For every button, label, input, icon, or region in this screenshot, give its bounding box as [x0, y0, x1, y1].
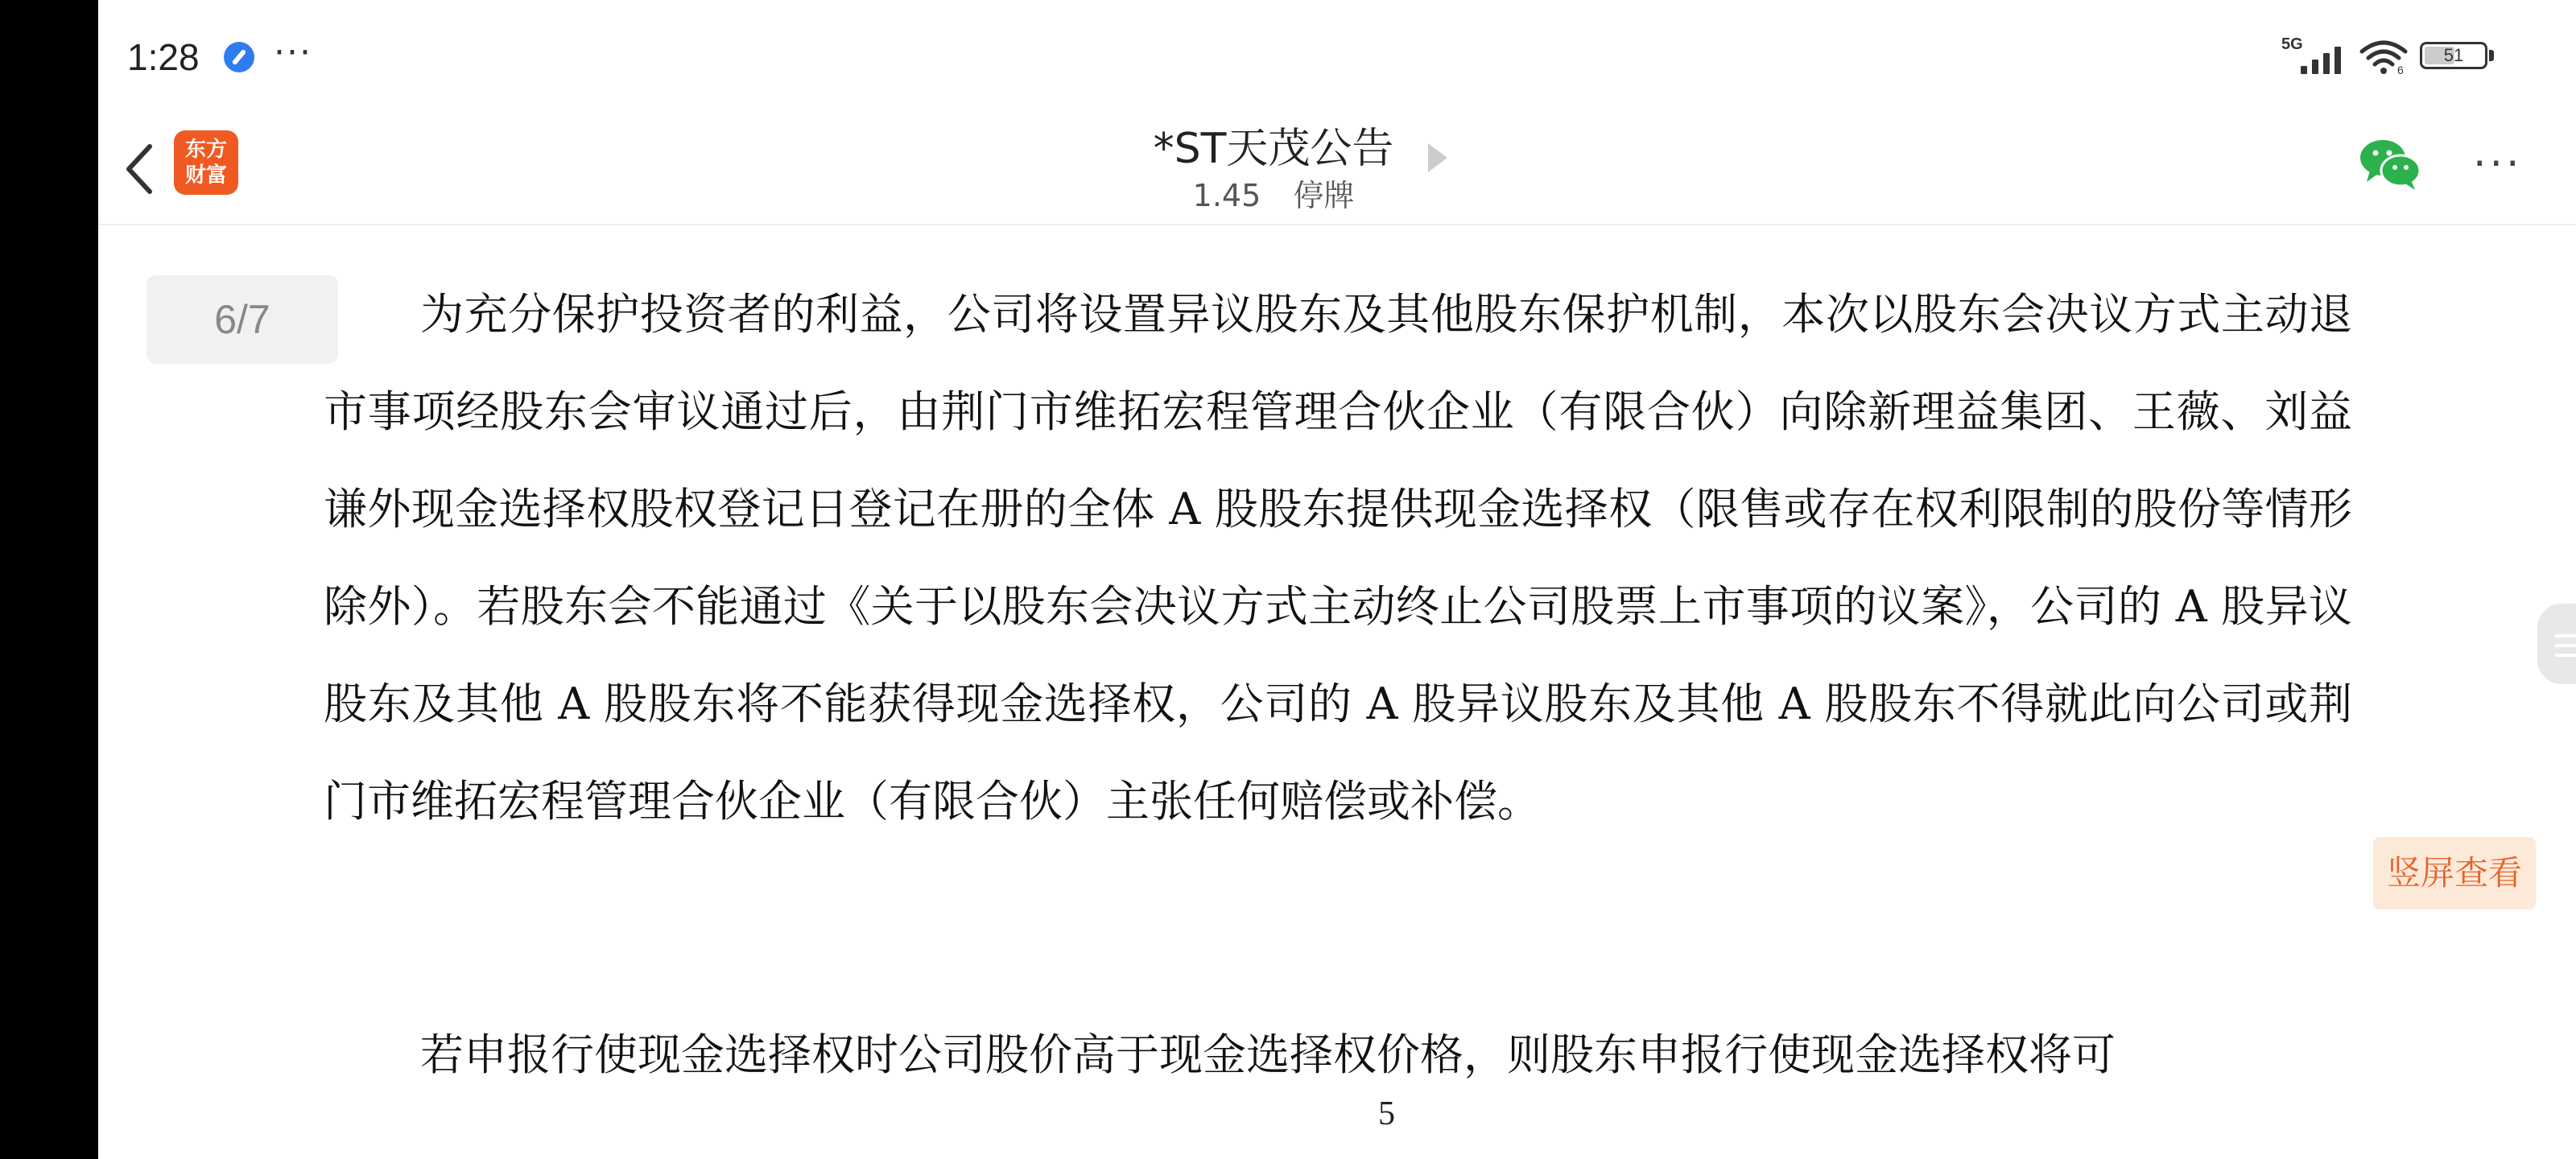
status-more-icon: ···: [274, 32, 312, 73]
screen: [98, 0, 2576, 1159]
paragraph-1: 为充分保护投资者的利益，公司将设置异议股东及其他股东保护机制，本次以股东会决议方式主动退市事项经股东会审议通过后，由荆门市维拓宏程管理合伙企业（有限合伙）向除新理益集团、王薇、刘益谦外现金选择权股权登记日登记在册的全体 A 股股东提供现金选择权（限售或存在权利限制的股份等情形除外）。若股东会不能通过《关于以股东会决议方式主动终止公司股票上市事项的议案》，公司的 A 股异议股东及其他 A 股股东将不能获得现金选择权，公司的 A 股异议股东及其他 A 股股东不得就此向公司或荆门市维拓宏程管理合伙企业（有限合伙）主张任何赔偿或补偿。: [324, 289, 2352, 827]
side-drawer-handle[interactable]: [2537, 604, 2576, 684]
app-logo: [174, 130, 238, 195]
stock-title: *ST天茂公告: [1153, 125, 1394, 173]
stock-quote: [984, 171, 1563, 215]
signal-icon: [2281, 35, 2352, 74]
paragraph-2: 若申报行使现金选择权时公司股价高于现金选择权价格，则股东申报行使现金选择权将可: [420, 1029, 2116, 1080]
page-number: 5: [1378, 1095, 1395, 1132]
stock-status: 停牌: [1293, 178, 1355, 213]
status-time: 1:28: [127, 36, 200, 78]
portrait-view-button[interactable]: 竖屏查看: [2373, 837, 2536, 909]
play-arrow-icon[interactable]: [1428, 143, 1447, 172]
network-type: 5G: [2281, 35, 2303, 53]
nav-title[interactable]: [984, 113, 1563, 225]
wechat-share-icon[interactable]: [2359, 135, 2423, 192]
battery-icon: [2420, 42, 2487, 69]
svg-text:6: 6: [2397, 64, 2404, 76]
compass-icon: [224, 42, 254, 72]
back-icon[interactable]: [118, 140, 166, 198]
more-icon[interactable]: ···: [2473, 140, 2523, 188]
nav-bar: [98, 113, 2576, 225]
document-viewer[interactable]: [98, 225, 2576, 1159]
status-bar: [98, 0, 2576, 113]
logo-text: 东方 财富: [184, 138, 227, 188]
page-indicator: 6/7: [147, 275, 338, 364]
stock-price: 1.45: [1192, 178, 1261, 213]
wifi-icon: [2359, 37, 2409, 76]
battery-percent: 51: [2443, 45, 2464, 65]
